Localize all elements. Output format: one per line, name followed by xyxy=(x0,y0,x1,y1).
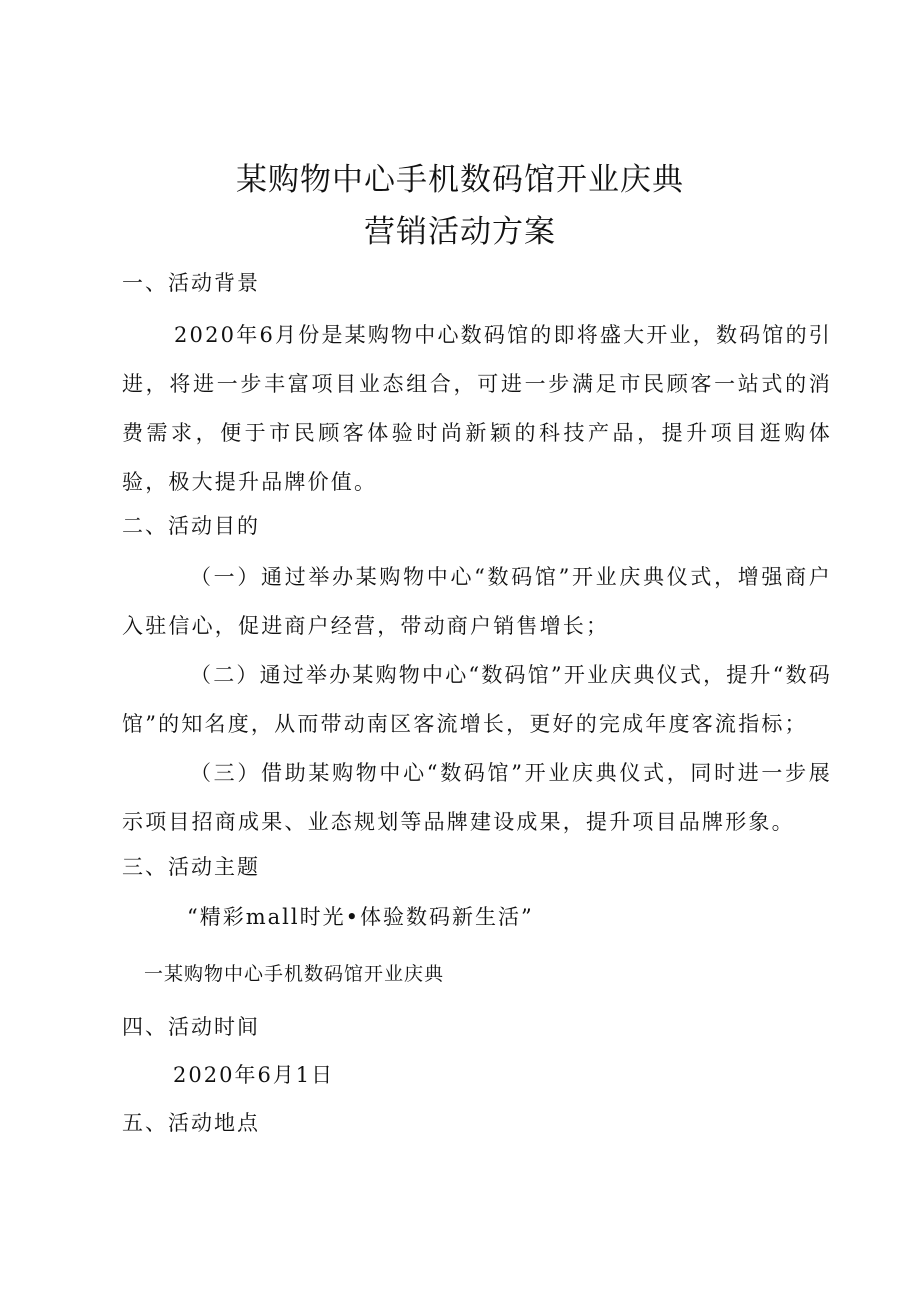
background-paragraph: 2020年6月份是某购物中心数码馆的即将盛大开业，数码馆的引进，将进一步丰富项目业态组合，可进一步满足市民顾客一站式的消费需求，便于市民顾客体验时尚新颖的科技产品，提升项目逛购体验，极大提升品牌价值。 xyxy=(122,323,832,494)
section-heading-location: 五、活动地点 xyxy=(122,1111,260,1135)
section-heading-time: 四、活动时间 xyxy=(122,1015,260,1039)
document-title-line1: 某购物中心手机数码馆开业庆典 xyxy=(236,162,684,198)
purpose-item-3: （三）借助某购物中心“数码馆”开业庆典仪式，同时进一步展示项目招商成果、业态规划等品牌建设成果，提升项目品牌形象。 xyxy=(122,761,832,834)
document-title-line2: 营销活动方案 xyxy=(364,214,556,250)
section-heading-background: 一、活动背景 xyxy=(122,271,260,295)
section-heading-theme: 三、活动主题 xyxy=(122,855,260,879)
section-heading-purpose: 二、活动目的 xyxy=(122,514,260,538)
theme-slogan: “精彩mall时光•体验数码新生活” xyxy=(187,905,534,929)
event-date: 2020年6月1日 xyxy=(173,1063,335,1087)
theme-subtitle: 一某购物中心手机数码馆开业庆典 xyxy=(144,963,445,985)
purpose-item-2: （二）通过举办某购物中心“数码馆”开业庆典仪式，提升“数码馆”的知名度，从而带动南区客流增长，更好的完成年度客流指标； xyxy=(122,663,833,736)
purpose-item-1: （一）通过举办某购物中心“数码馆”开业庆典仪式，增强商户入驻信心，促进商户经营，带动商户销售增长； xyxy=(122,565,832,638)
